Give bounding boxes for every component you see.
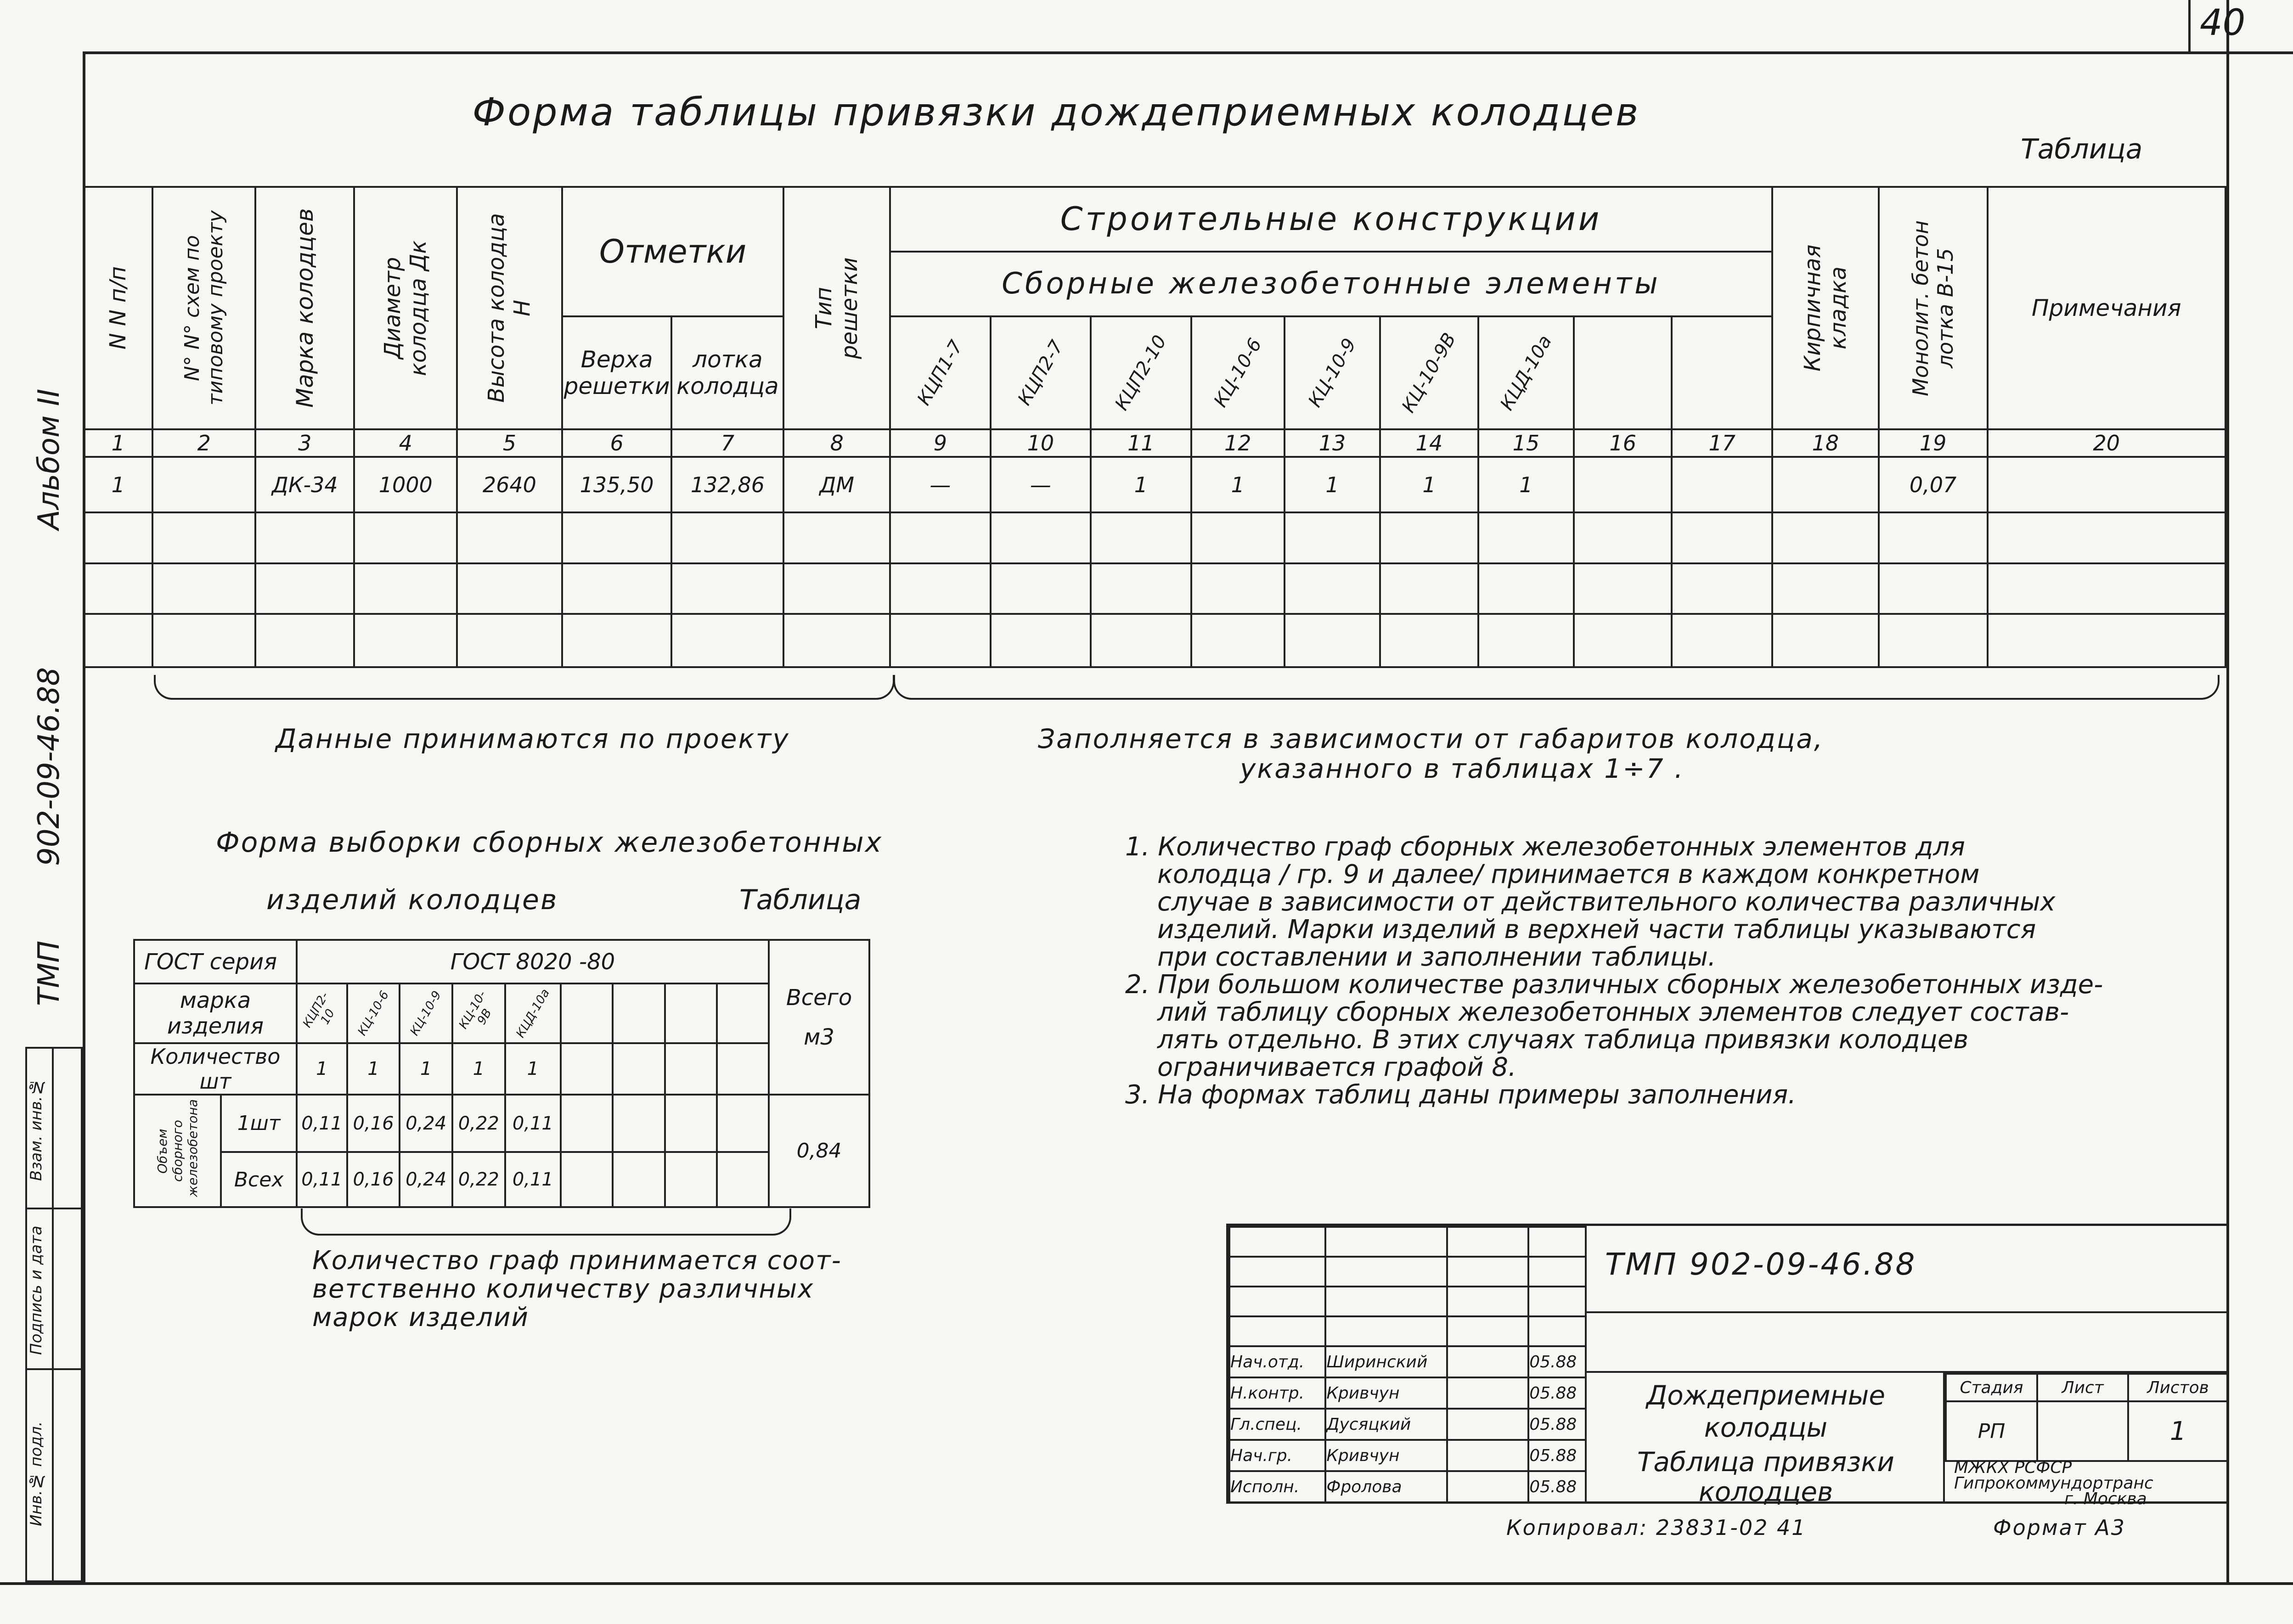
total-header: Всего м3 xyxy=(769,940,869,1095)
header-marks-top: Верха решетки xyxy=(562,316,672,429)
brand-cell: КЦП2-10 xyxy=(297,983,347,1043)
selection-table-label: Таблица xyxy=(739,884,862,916)
signature-grid xyxy=(1228,1226,1587,1503)
header-precast-6: КЦ-10-9В xyxy=(1380,316,1478,429)
footer-copy: Копировал: 23831-02 41 xyxy=(1506,1515,1807,1540)
brand-cell xyxy=(665,983,717,1043)
header-precast-3: КЦП2-10 xyxy=(1091,316,1191,429)
gost-value: ГОСТ 8020 -80 xyxy=(297,940,769,983)
selection-title-1: Форма выборки сборных железобетонных xyxy=(216,826,883,859)
stamp-title-2: колодцы xyxy=(1704,1412,1828,1443)
brand-cell: КЦ-10-6 xyxy=(347,983,400,1043)
stage-grid xyxy=(1945,1373,2229,1462)
stamp-subtitle-1: Таблица привязки xyxy=(1637,1446,1895,1478)
header-construct-group: Строительные конструкции xyxy=(890,187,1772,252)
header-grate-type: Тип решетки xyxy=(783,187,890,429)
sheet-number-divider xyxy=(2188,0,2191,51)
brand-cell xyxy=(561,983,613,1043)
brand-cell: КЦД-10а xyxy=(505,983,561,1043)
footer-format: Формат А3 xyxy=(1993,1515,2126,1540)
header-brick: Кирпичная кладка xyxy=(1772,187,1879,429)
brand-cell xyxy=(613,983,665,1043)
header-brand: Марка колодцев xyxy=(255,187,354,429)
header-precast-1: КЦП1-7 xyxy=(890,316,991,429)
main-table-label: Таблица xyxy=(2021,133,2143,165)
header-scheme: N° N° схем по типовому проекту xyxy=(152,187,255,429)
organization: МЖКХ РСФСР Гипрокоммундортранс г. Москва xyxy=(1954,1458,2153,1508)
header-nn: N N п/п xyxy=(84,187,152,429)
header-notes: Примечания xyxy=(1988,187,2225,429)
main-title: Форма таблицы привязки дождеприемных колодцев xyxy=(472,90,1640,135)
stage-label: Стадия xyxy=(1946,1374,2037,1401)
side-label-code: 902-09-46.88 xyxy=(32,667,66,866)
header-precast-8 xyxy=(1574,316,1672,429)
brand-cell xyxy=(717,983,769,1043)
brace-right-caption-2: указанного в таблицах 1÷7 . xyxy=(1240,753,1685,784)
quantity-row: Количество шт 1 1 1 1 1 xyxy=(134,1043,869,1095)
brace-right xyxy=(893,675,2220,700)
total-value: 0,84 xyxy=(769,1095,869,1207)
table-row xyxy=(84,614,2225,667)
table-row: 1 ДК-34 1000 2640 135,50 132,86 ДМ — — 1 1 1 1 1 0,07 xyxy=(84,457,2225,512)
header-diameter: Диаметр колодца Дк xyxy=(354,187,457,429)
frame-bottom-line xyxy=(0,1582,2293,1585)
signature-row: Нач.отд. Ширинский 05.88 xyxy=(1229,1346,1586,1377)
side-label-tmp: ТМП xyxy=(32,940,66,1006)
brace-left xyxy=(154,675,895,700)
brace-left-caption: Данные принимаются по проекту xyxy=(276,723,790,754)
side-label-inv2: Инв.№ подл. xyxy=(27,1421,45,1527)
brand-cell: КЦ-10-9 xyxy=(400,983,452,1043)
side-label-album: Альбом II xyxy=(32,388,66,530)
header-monolith: Монолит. бетон лотка В-15 xyxy=(1879,187,1988,429)
column-numbers-row: 1 2 3 4 5 6 7 8 9 10 11 12 13 14 15 16 17 18 19 20 xyxy=(84,429,2225,457)
signature-row: Нач.гр. Кривчун 05.88 xyxy=(1229,1440,1586,1471)
header-height: Высота колодца Н xyxy=(457,187,562,429)
side-label-inv: Взам. инв.№ xyxy=(27,1078,45,1181)
header-precast-7: КЦД-10а xyxy=(1478,316,1574,429)
doc-code: ТМП 902-09-46.88 xyxy=(1605,1247,1917,1282)
title-block xyxy=(1226,1224,2226,1508)
header-precast-9 xyxy=(1672,316,1772,429)
header-precast-group: Сборные железобетонные элементы xyxy=(890,252,1772,316)
stamp-title-1: Дождеприемные xyxy=(1646,1380,1886,1411)
sheets-value: 1 xyxy=(2128,1401,2228,1461)
gost-label: ГОСТ серия xyxy=(134,940,297,983)
per-unit-row: Объем сборного железобетона 1шт 0,11 0,16 0,24 0,22 0,11 0,84 xyxy=(134,1095,869,1152)
header-precast-5: КЦ-10-9 xyxy=(1285,316,1380,429)
selection-table xyxy=(133,939,870,1208)
signature-row: Гл.спец. Дусяцкий 05.88 xyxy=(1229,1409,1586,1440)
selection-title-2: изделий колодцев xyxy=(266,884,558,916)
stage-value: РП xyxy=(1946,1401,2037,1461)
brand-label: марка изделия xyxy=(134,983,297,1043)
side-label-sign: Подпись и дата xyxy=(27,1225,45,1355)
selection-caption: Количество граф принимается соот- ветственно количеству различных марок изделий xyxy=(312,1246,842,1332)
sheet-label: Лист xyxy=(2037,1374,2128,1401)
sheets-label: Листов xyxy=(2128,1374,2228,1401)
volume-label: Объем сборного железобетона xyxy=(134,1095,221,1207)
header-marks-group: Отметки xyxy=(562,187,784,316)
table-row xyxy=(84,563,2225,614)
sheet-number: 40 xyxy=(2200,2,2246,44)
side-binding-strip xyxy=(25,1047,83,1582)
all-row: Всех 0,11 0,16 0,24 0,22 0,11 xyxy=(134,1152,869,1207)
main-binding-table xyxy=(83,186,2226,668)
sheet-value xyxy=(2037,1401,2128,1461)
brace-selection xyxy=(301,1208,791,1236)
notes-block: 1. Количество граф сборных железобетонных элементов для колодца / гр. 9 и далее/ принимается в каждом конкретном случае в зависимости от действительного количества различных изделий. Марки изделий в верхней части таблицы указываются при составлении и заполнении таблицы. 2. При большом количестве различных сборных железобетонных изде- лий таблицу сборных железобетонных элементов следует состав- лять отдельно. В этих случаях таблица привязки колодцев ограничивается графой 8. 3. На формах таблиц даны примеры заполнения. xyxy=(1125,832,2103,1110)
table-row xyxy=(84,512,2225,563)
header-marks-tray: лотка колодца xyxy=(671,316,783,429)
frame-top-line xyxy=(83,51,2293,54)
header-precast-4: КЦ-10-6 xyxy=(1191,316,1285,429)
signature-row: Н.контр. Кривчун 05.88 xyxy=(1229,1377,1586,1409)
brace-right-caption-1: Заполняется в зависимости от габаритов колодца, xyxy=(1038,723,1824,754)
stamp-subtitle-2: колодцев xyxy=(1698,1476,1833,1507)
signature-row: Исполн. Фролова 05.88 xyxy=(1229,1471,1586,1502)
header-precast-2: КЦП2-7 xyxy=(991,316,1091,429)
brand-cell: КЦ-10-9В xyxy=(452,983,505,1043)
